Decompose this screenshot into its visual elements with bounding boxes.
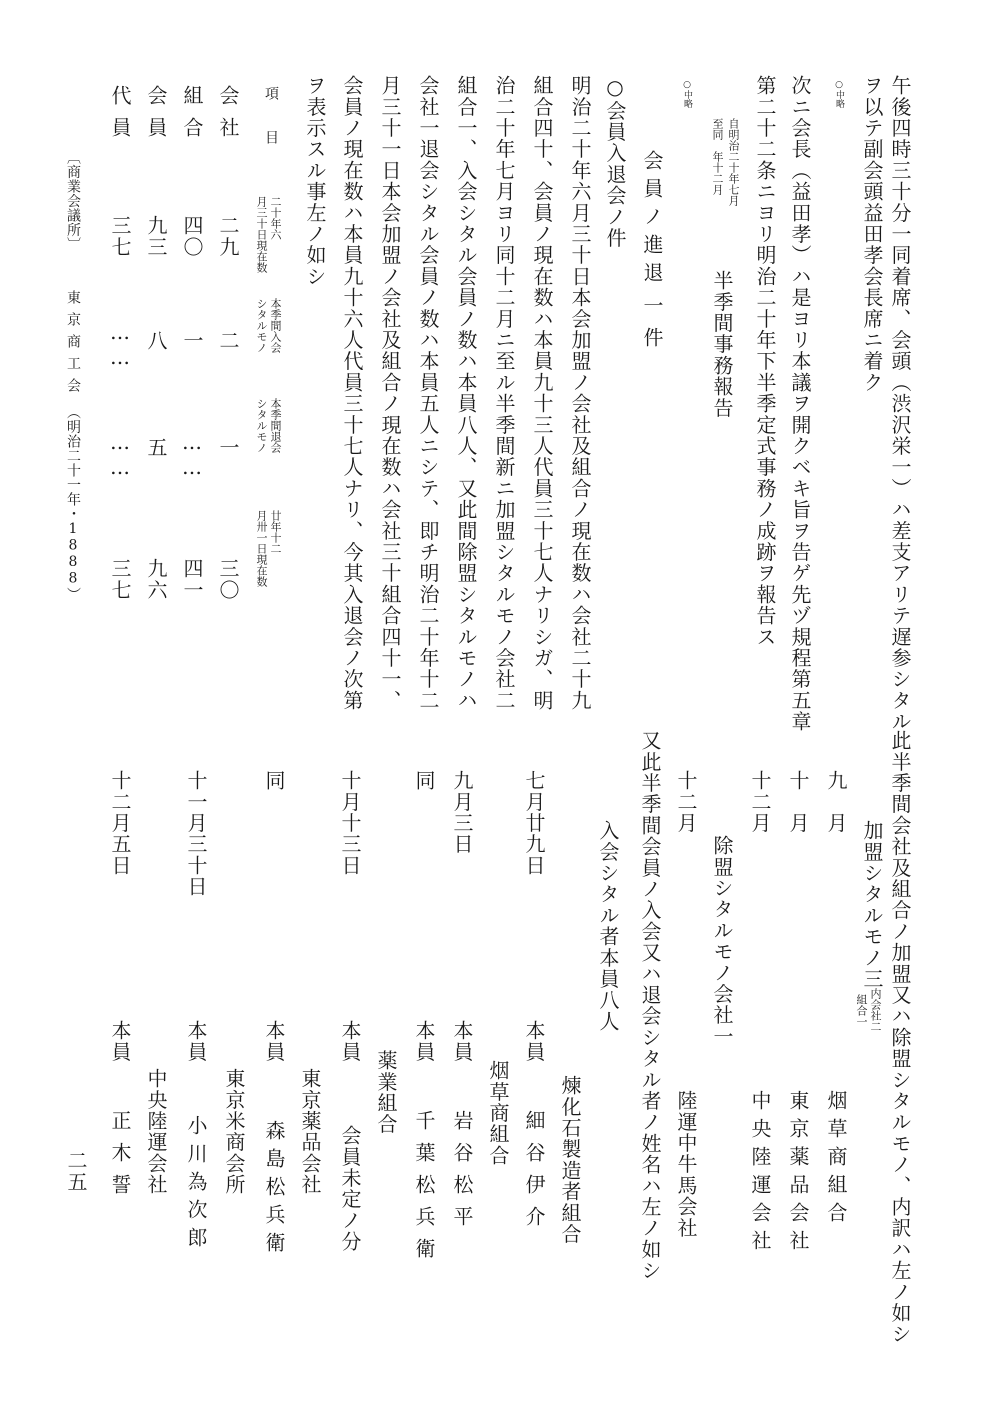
join-name: 中央陸運会社 (748, 1090, 772, 1258)
table-row-label: 代員 (108, 85, 132, 149)
member-name: 森島松兵衛 (262, 1120, 286, 1260)
chuuryaku-mark-1: ○中略 (834, 80, 844, 108)
section-title: 会員ノ進退 (640, 150, 664, 290)
leave-month: 十二月 (674, 770, 698, 834)
join-month: 九 月 (824, 770, 848, 834)
table-header-col4: 廿年十二 (269, 510, 282, 554)
join-month: 十二月 (748, 770, 772, 834)
member-type: 本員 (338, 1020, 362, 1063)
minutes-line-2: ヲ以テ副会頭益田孝会長席ニ着ク (860, 75, 884, 393)
table-cell: …… (108, 430, 132, 481)
member-org: 薬業組合 (374, 1050, 398, 1135)
table-cell: …… (180, 430, 204, 481)
members-summary: 入会シタル者本員八人 (596, 820, 620, 1032)
table-cell: 二 (216, 330, 240, 352)
leave-name: 陸運中牛馬会社 (674, 1090, 698, 1239)
table-header-col4: 月卅一日現在数 (255, 510, 268, 587)
paragraph-line: 月三十一日本会加盟ノ会社及組合ノ現在数ハ会社三十組合四十一、 (378, 75, 402, 711)
member-date: 十二月五日 (108, 770, 132, 876)
paragraph-line: 会社一退会シタル会員ノ数ハ本員五人ニシテ、即チ明治二十年十二 (416, 75, 440, 711)
member-type: 本員 (412, 1020, 436, 1063)
paragraph-line: ヲ表示スル事左ノ如シ (303, 75, 327, 287)
table-header-col3: 本季間退会 (269, 398, 282, 453)
table-cell: 四一 (180, 558, 204, 601)
paragraph-line: 組合一、入会シタル会員ノ数ハ本員八人、又此間除盟シタルモノハ (454, 75, 478, 711)
member-date: 九月三日 (450, 770, 474, 855)
member-org: 東京米商会所 (222, 1068, 246, 1196)
join-detail: 組合一 (855, 994, 868, 1027)
member-date: 十一月三十日 (184, 770, 208, 898)
member-name: 千葉松兵衛 (412, 1110, 436, 1270)
member-type: 本員 (184, 1020, 208, 1063)
member-type: 本員 (522, 1020, 546, 1063)
join-name: 烟草商組合 (824, 1090, 848, 1230)
paragraph-line: 明治二十年六月三十日本会加盟ノ会社及組合ノ現在数ハ会社二十九 (568, 75, 592, 711)
table-cell: 三七 (108, 558, 132, 601)
table-header-item: 項 目 (263, 86, 279, 152)
lower-intro-line: 又此半季間会員ノ入会又ハ退会シタル者ノ姓名ハ左ノ如シ (638, 730, 662, 1282)
subsection-title: ○会員入退会ノ件 (603, 75, 627, 249)
member-type: 本員 (262, 1020, 286, 1063)
member-date: 十月十三日 (338, 770, 362, 876)
table-header-col2: 本季間入会 (269, 298, 282, 353)
member-name: 岩谷松平 (450, 1110, 474, 1238)
join-month: 十 月 (786, 770, 810, 834)
member-org: 煉化石製造者組合 (558, 1075, 582, 1245)
section-count: 一件 (640, 295, 664, 359)
report-title: 半季間事務報告 (710, 270, 734, 419)
report-period-to: 至同 年十二月 (711, 118, 724, 195)
table-header-col2: シタルモノ (255, 298, 268, 353)
minutes-line-3: 次ニ会長（益田孝）ハ是ヨリ本議ヲ開クベキ旨ヲ告ゲ先ヅ規程第五章 (788, 75, 812, 733)
table-cell: 三〇 (216, 558, 240, 601)
member-date: 同 (262, 770, 286, 792)
chuuryaku-mark-2: ○中略 (682, 80, 692, 108)
table-header-col1: 二十年六 (269, 196, 282, 240)
member-org: 東京薬品会社 (298, 1068, 322, 1196)
table-row-label: 会員 (144, 85, 168, 149)
table-cell: 三七 (108, 215, 132, 258)
member-name: 会員未定ノ分 (338, 1125, 362, 1253)
source-bracket: 〔商業会議所〕 (65, 150, 81, 252)
table-cell: 四〇 (180, 215, 204, 258)
table-cell: …… (108, 320, 132, 371)
member-org: 中央陸運会社 (144, 1068, 168, 1196)
minutes-line-1: 午後四時三十分一同着席、会頭（渋沢栄一）ハ差支アリテ遅参シタル (888, 75, 912, 733)
source-org: 東京商工会 (65, 290, 81, 400)
member-org: 烟草商組合 (486, 1060, 510, 1166)
table-row-label: 組合 (180, 85, 204, 149)
member-date: 同 (412, 770, 436, 792)
table-cell: 八 (144, 330, 168, 352)
paragraph-line: 組合四十、会員ノ現在数ハ本員九十三人代員三十七人ナリシガ、明 (530, 75, 554, 711)
member-type: 本員 (108, 1020, 132, 1063)
table-cell: 五 (144, 437, 168, 459)
report-period-from: 自明治二十年七月 (727, 118, 740, 206)
paragraph-line: 会員ノ現在数ハ本員九十六人代員三十七人ナリ、今其入退会ノ次第 (340, 75, 364, 711)
table-cell: 二九 (216, 215, 240, 258)
member-name: 小川為次郎 (184, 1115, 208, 1255)
table-cell: 一 (216, 437, 240, 459)
lower-intro-line: 此半季間会社及組合ノ加盟又ハ除盟シタルモノ、内訳ハ左ノ如シ (888, 730, 912, 1345)
join-summary: 加盟シタルモノ三 (860, 820, 884, 990)
member-type: 本員 (450, 1020, 474, 1063)
join-detail: 内会社二 (869, 988, 882, 1032)
table-cell: 一 (180, 330, 204, 352)
paragraph-line: 治二十年七月ヨリ同十二月ニ至ル半季間新ニ加盟シタルモノ会社二 (492, 75, 516, 711)
member-date: 七月廿九日 (522, 770, 546, 876)
table-cell: 九三 (144, 215, 168, 258)
table-header-col1: 月三十日現在数 (255, 196, 268, 273)
leave-summary: 除盟シタルモノ会社一 (710, 835, 734, 1047)
member-name: 細谷伊介 (522, 1110, 546, 1238)
minutes-line-4: 第二十二条ニヨリ明治二十年下半季定式事務ノ成跡ヲ報告ス (753, 75, 777, 648)
page-number: 二五 (64, 1150, 88, 1193)
join-name: 東京薬品会社 (786, 1090, 810, 1258)
source-date: （明治二十一年・1888） (65, 405, 81, 602)
member-name: 正木誓 (108, 1110, 132, 1206)
table-header-col3: シタルモノ (255, 398, 268, 453)
table-row-label: 会社 (216, 85, 240, 149)
table-cell: 九六 (144, 558, 168, 601)
